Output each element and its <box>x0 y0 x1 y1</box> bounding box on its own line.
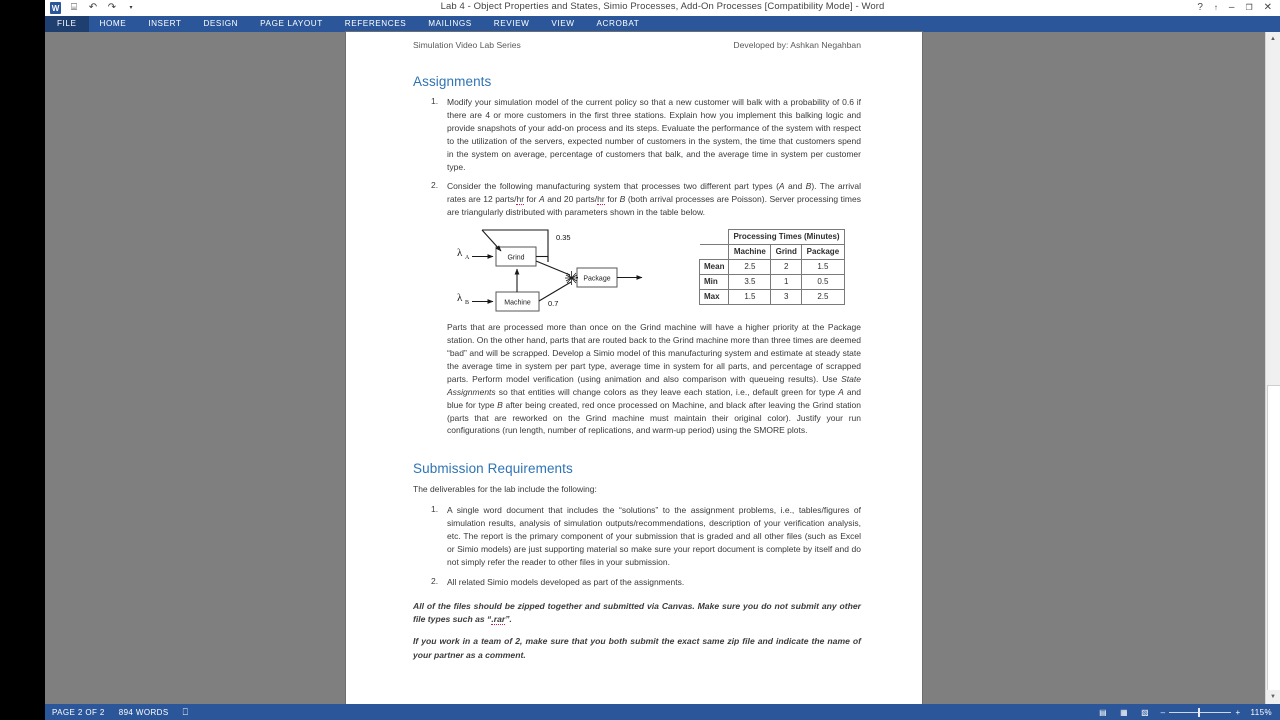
redo-icon[interactable]: ↷ <box>107 2 117 13</box>
submission-2-text: All related Simio models developed as part of the assignments. <box>447 576 685 587</box>
document-workspace <box>45 32 1280 704</box>
document-page[interactable] <box>346 32 922 704</box>
vertical-scrollbar[interactable] <box>1265 32 1280 704</box>
page-indicator[interactable]: PAGE 2 OF 2 <box>52 707 105 717</box>
table-cell: 2.5 <box>802 290 844 305</box>
submission-1-text: A single word document that includes the “solutions” to the assignment problems, i.e., tables/figures of simulation results, analysis of simulation outputs/recommendations, description of your verification analysis, etc. The report is the primary component of your submission that is graded and all other files (such as Excel or Simio models) are just supporting material so make sure your report document is complete by itself and do not simply refer the reader to other files in your submission. <box>447 505 861 567</box>
zoom-level[interactable]: 115% <box>1250 707 1272 717</box>
list-item <box>413 180 861 437</box>
window-controls <box>1197 0 1272 16</box>
status-bar-left <box>45 707 188 718</box>
list-number: 2. <box>431 575 439 586</box>
svg-text:Package: Package <box>583 275 611 283</box>
table-cell: 2.5 <box>729 260 771 275</box>
scrollbar-thumb[interactable] <box>1267 385 1280 692</box>
tab-page-layout[interactable]: PAGE LAYOUT <box>260 19 323 28</box>
read-mode-view-button[interactable]: ▤ <box>1099 707 1108 717</box>
table-cell: 1.5 <box>802 260 844 275</box>
tab-acrobat[interactable]: ACROBAT <box>596 19 640 28</box>
zoom-out-button[interactable]: – <box>1160 707 1166 717</box>
table-row-label-max: Max <box>700 290 729 305</box>
svg-text:λ: λ <box>457 247 463 260</box>
route-probability-label: 0.7 <box>548 299 559 309</box>
workspace-right-gutter <box>922 32 1280 704</box>
svg-text:A: A <box>465 255 470 262</box>
desktop-backdrop-left <box>0 0 45 720</box>
table-cell: 0.5 <box>802 275 844 290</box>
svg-text:Grind: Grind <box>507 254 525 262</box>
table-col-package: Package <box>802 245 844 260</box>
table-cell: 1 <box>771 275 802 290</box>
table-title: Processing Times (Minutes) <box>729 230 844 245</box>
figure-block <box>447 225 861 317</box>
rework-probability-label: 0.35 <box>556 233 571 243</box>
table-cell: 2 <box>771 260 802 275</box>
zoom-in-button[interactable]: + <box>1235 707 1241 717</box>
zoom-track[interactable] <box>1169 712 1231 713</box>
print-layout-view-button[interactable]: ▦ <box>1120 707 1129 717</box>
header-right-text: Developed by: Ashkan Negahban <box>733 40 861 50</box>
svg-text:Machine: Machine <box>504 299 531 307</box>
submission-list <box>413 504 861 588</box>
tab-file[interactable]: FILE <box>45 16 89 32</box>
ribbon-display-options-button[interactable]: ↑ <box>1213 3 1218 12</box>
manufacturing-system-diagram <box>452 225 650 317</box>
ribbon-tab-bar <box>45 16 1280 32</box>
workspace-left-gutter <box>45 32 346 704</box>
tab-mailings[interactable]: MAILINGS <box>428 19 472 28</box>
scroll-down-arrow[interactable]: ▼ <box>1266 690 1280 704</box>
table-row <box>700 230 845 245</box>
word-count[interactable]: 894 WORDS <box>118 707 169 717</box>
tab-review[interactable]: REVIEW <box>493 19 530 28</box>
table-col-grind: Grind <box>771 245 802 260</box>
tab-home[interactable]: HOME <box>99 19 127 28</box>
table-row <box>700 245 845 260</box>
assignment-2-body: Parts that are processed more than once on the Grind machine will have a higher priority at the Package station. On the other hand, parts that are routed back to the Grind machine more than three times are deemed “bad” and will be scrapped. Develop a Simio model of this manufacturing system and estimate at steady state the average time in system per part type, average time in system for all parts, and percentage of scrapped parts. Perform model verification (using animation and also comparison with queueing results). Use State Assignments so that entities will change colors as they leave each station, i.e., default green for type A and blue for type B after being created, red once processed on Machine, and black after leaving the Grind station (parts that are reworked on the Grind machine must maintain their original color). Justify your run configurations (run length, number of replications, and warm-up period) using the SMORE plots. <box>447 322 862 436</box>
save-icon[interactable]: ⌸ <box>71 2 77 13</box>
header-left-text: Simulation Video Lab Series <box>413 40 521 50</box>
list-item <box>413 96 861 173</box>
page-header <box>413 32 861 50</box>
table-cell: 3.5 <box>729 275 771 290</box>
submission-requirements-heading: Submission Requirements <box>413 461 573 477</box>
word-window <box>45 0 1280 720</box>
list-number: 1. <box>431 96 439 106</box>
minimize-button[interactable]: – <box>1228 2 1235 13</box>
scroll-up-arrow[interactable]: ▲ <box>1266 32 1280 46</box>
table-row-label-min: Min <box>700 275 729 290</box>
zoom-slider[interactable] <box>1161 708 1241 717</box>
word-icon[interactable]: W <box>51 3 60 13</box>
web-layout-view-button[interactable]: ▧ <box>1141 707 1150 717</box>
table-row <box>700 260 845 275</box>
status-bar-right <box>1098 707 1280 718</box>
document-title: Lab 4 - Object Properties and States, Simio Processes, Add-On Processes [Compatibility Mode] - Word <box>440 1 885 12</box>
assignment-2-intro: Consider the following manufacturing system that processes two different part types (A and B). The arrival rates are 12 parts/hr for A and 20 parts/hr for B (both arrival processes are Poisson). Server processing times are triangularly distributed with parameters shown in the table below. <box>447 181 861 218</box>
table-cell: 3 <box>771 290 802 305</box>
tab-view[interactable]: VIEW <box>551 19 575 28</box>
closing-note-1: All of the files should be zipped together and submitted via Canvas. Make sure you do not submit any other file types such as “.rar”. <box>413 600 861 625</box>
list-item <box>413 504 861 569</box>
table-row <box>700 275 845 290</box>
assignments-list <box>413 96 861 437</box>
submission-intro: The deliverables for the lab include the following: <box>413 484 597 495</box>
list-number: 2. <box>431 180 439 191</box>
proofing-errors-icon[interactable]: ⎕ <box>182 706 189 717</box>
title-bar <box>45 0 1280 16</box>
assignments-heading: Assignments <box>413 74 492 89</box>
svg-text:B: B <box>465 300 470 307</box>
table-col-machine: Machine <box>729 245 771 260</box>
assignment-1-text: Modify your simulation model of the current policy so that a new customer will balk with a probability of 0.6 if there are 4 or more customers in the first three stations. Explain how you implement this balking logic and provide snapshots of your add-on process and its steps. Evaluate the performance of the system with respect to the utilization of the servers, expected number of customers in the system, the time that customers spend in the system on average, percentage of customers that balk, and the average time in system per customer type. <box>447 97 861 172</box>
table-row-label-mean: Mean <box>700 260 729 275</box>
ribbon-tabs <box>45 16 1280 32</box>
tab-design[interactable]: DESIGN <box>203 19 239 28</box>
list-number: 1. <box>431 504 439 515</box>
table-corner-cell <box>700 230 729 245</box>
document-body <box>413 32 861 662</box>
help-button[interactable]: ? <box>1197 2 1203 13</box>
closing-note-2: If you work in a team of 2, make sure that you both submit the exact same zip file and indicate the name of your partner as a comment. <box>413 636 861 660</box>
svg-text:λ: λ <box>457 292 463 305</box>
restore-button[interactable]: ❐ <box>1245 3 1253 12</box>
status-bar <box>45 704 1280 720</box>
processing-times-table <box>699 229 845 305</box>
undo-icon[interactable]: ↶ <box>88 2 98 13</box>
diagram-svg <box>452 225 650 317</box>
list-item <box>413 576 861 589</box>
close-button[interactable]: ✕ <box>1263 2 1272 13</box>
table-corner-cell <box>700 245 729 260</box>
zoom-knob[interactable] <box>1198 708 1200 717</box>
tab-references[interactable]: REFERENCES <box>344 19 407 28</box>
table-row <box>700 290 845 305</box>
table-cell: 1.5 <box>729 290 771 305</box>
customize-qat-icon[interactable]: ▾ <box>129 5 133 11</box>
tab-insert[interactable]: INSERT <box>148 19 182 28</box>
